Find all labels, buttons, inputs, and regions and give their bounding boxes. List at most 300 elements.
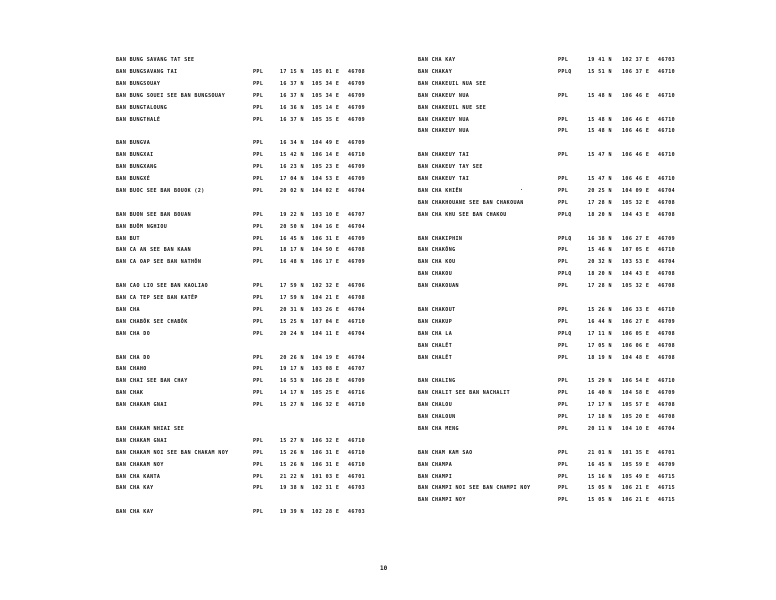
map-sheet: 46710 [348,437,366,444]
longitude: 106 28 E [312,378,340,385]
feature-code: PPL [558,342,569,349]
feature-code: PPL [558,259,569,266]
latitude: 16 53 N [280,378,304,385]
feature-code: PPL [253,140,264,147]
place-name: BAN CHALÊT [418,354,453,361]
latitude: 15 25 N [280,318,304,325]
map-sheet: 46716 [348,390,366,397]
longitude: 102 28 E [312,509,340,516]
map-sheet: 46710 [658,128,676,135]
place-name: BAN CHALING [418,378,456,385]
longitude: 105 32 E [622,199,650,206]
place-name: BAN CHAK [116,390,144,397]
feature-code: PPL [558,497,569,504]
longitude: 105 25 E [312,390,340,397]
longitude: 106 06 E [622,342,650,349]
feature-code: PPL [253,223,264,230]
place-name: BAN BUNGSOUAY [116,80,161,87]
longitude: 105 49 E [622,473,650,480]
longitude: 103 08 E [312,366,340,373]
map-sheet: 46710 [348,461,366,468]
map-sheet: 46710 [348,318,366,325]
latitude: 15 26 N [280,461,304,468]
place-name: BAN CHABÕK SEE CHABÕK [116,318,188,325]
place-name: BAN CHAI SEE BAN CHAY [116,378,188,385]
map-sheet: 46708 [348,295,366,301]
place-name: BAN BUOC SEE BAN BOUOK (2) [116,187,205,194]
feature-code: PPL [253,187,264,194]
map-sheet: 46701 [348,473,366,480]
feature-code: PPL [253,176,264,182]
longitude: 104 11 E [312,330,340,337]
latitude: 20 24 N [280,330,304,337]
feature-code: PPL [558,176,569,182]
latitude: 16 23 N [280,164,304,171]
place-name: BAN BUNGTALOUNG [116,104,168,111]
latitude: 17 28 N [588,199,612,206]
map-sheet: 46708 [658,330,676,337]
map-sheet: 46701 [658,449,676,456]
longitude: 105 34 E [312,80,340,87]
latitude: 15 16 N [588,473,612,480]
map-sheet: 46704 [348,306,366,313]
feature-code: PPL [253,318,264,325]
feature-code: PPL [558,92,569,99]
latitude: 16 34 N [280,140,304,147]
place-name: BAN CHAM KAM SAO [418,449,473,456]
longitude: 102 31 E [312,485,340,492]
feature-code: PPL [253,473,264,480]
place-name: BAN BUÔM NGHIOU [116,223,168,230]
longitude: 107 04 E [312,318,340,325]
place-name: BAN CHAMPA [418,461,453,468]
map-sheet: 46715 [658,473,676,480]
place-name: BAN CHAKAM NHIAI SEE [116,425,185,432]
latitude: 17 05 N [588,342,612,349]
feature-code: PPLQ [558,235,572,242]
longitude: 106 27 E [622,318,650,325]
longitude: 106 46 E [622,128,650,135]
latitude: 16 37 N [280,92,304,99]
map-sheet: 46708 [658,199,676,206]
latitude: 20 26 N [280,354,304,361]
map-sheet: 46709 [658,390,676,397]
longitude: 106 05 E [622,330,650,337]
map-sheet: 46709 [348,116,366,123]
map-sheet: 46715 [658,497,676,504]
longitude: 104 10 E [622,425,650,432]
longitude: 106 27 E [622,235,650,242]
latitude: 15 51 N [588,68,612,75]
place-name: BAN CHAKAM GNAI [116,402,168,409]
longitude: 106 21 E [622,497,650,504]
latitude: 17 04 N [280,176,304,182]
longitude: 104 53 E [312,176,340,182]
place-name: BAN CHA KHIÊN [418,187,463,194]
longitude: 104 58 E [622,390,650,397]
latitude: 21 01 N [588,449,612,456]
map-sheet: 46707 [348,366,366,373]
latitude: 20 50 N [280,223,304,230]
place-name: BAN CHA KAY [116,485,154,492]
latitude: 19 17 N [280,366,304,373]
place-name: BAN CHA KANTA [116,473,161,480]
latitude: 17 59 N [280,283,304,290]
longitude: 102 32 E [312,283,340,290]
feature-code: PPL [253,354,264,361]
feature-code: PPL [253,116,264,123]
feature-code: PPL [558,390,569,397]
place-name: BAN CHAKHOUANE SEE BAN CHAKOUAN [418,199,524,206]
longitude: 105 14 E [312,104,340,111]
feature-code: PPL [253,461,264,468]
feature-code: PPL [558,473,569,480]
feature-code: PPL [558,152,569,159]
place-name: BAN BUNG SOUEI SEE BAN BUNGSOUAY [116,92,226,99]
latitude: 17 15 N [280,68,304,75]
latitude: 20 02 N [280,187,304,194]
longitude: 104 43 E [622,271,650,278]
feature-code: PPL [558,116,569,123]
place-name: BAN CHAKOUAN [418,283,459,290]
longitude: 106 37 E [622,68,650,75]
longitude: 106 32 E [312,402,340,409]
map-sheet: 46710 [658,247,676,254]
place-name: BAN CHAMPI [418,473,453,480]
latitude: 19 41 N [588,57,612,63]
longitude: 104 16 E [312,223,340,230]
map-sheet: 46708 [658,354,676,361]
map-sheet: 46709 [658,461,676,468]
latitude: 16 36 N [280,104,304,111]
place-name: BAN CAO LIO SEE BAN KAOLIAO [116,283,209,290]
latitude: 16 45 N [280,235,304,242]
latitude: 19 39 N [280,509,304,516]
map-sheet: 46704 [658,187,676,194]
latitude: 17 18 N [588,414,612,420]
place-name: BAN CHAKEUIL NUE SEE [418,104,487,111]
longitude: 105 01 E [312,68,340,75]
feature-code: PPL [253,68,264,75]
longitude: 105 59 E [622,461,650,468]
feature-code: PPL [558,485,569,492]
longitude: 105 34 E [312,92,340,99]
place-name: BAN BUNGXÉ [116,176,151,182]
longitude: 106 32 E [312,437,340,444]
longitude: 106 46 E [622,152,650,159]
map-sheet: 46710 [658,152,676,159]
map-sheet: 46708 [658,271,676,278]
place-name: BAN BUNGTHALÉ [116,116,161,123]
longitude: 106 46 E [622,92,650,99]
latitude: 16 48 N [280,259,304,266]
map-sheet: 46710 [658,176,676,182]
map-sheet: 46709 [658,318,676,325]
feature-code: PPL [558,425,569,432]
place-name: BAN CHAKEUY NUA [418,128,470,135]
feature-code: PPL [253,330,264,337]
longitude: 106 17 E [312,259,340,266]
latitude: 19 22 N [280,211,304,218]
map-sheet: 46707 [348,211,366,218]
place-name: BAN BUT [116,235,140,242]
longitude: 103 26 E [312,306,340,313]
place-name: BAN CHA [116,306,140,313]
place-name: BAN CHAMPI NOY [418,497,466,504]
place-name: BAN BUON SEE BAN BOUAN [116,211,192,218]
map-sheet: 46709 [348,378,366,385]
feature-code: PPL [253,104,264,111]
map-sheet: 46708 [658,402,676,409]
map-sheet: 46710 [658,378,676,385]
map-sheet: 46708 [658,283,676,290]
feature-code: PPL [253,295,264,301]
latitude: 17 28 N [588,283,612,290]
map-sheet: 46709 [348,259,366,266]
place-name: BAN CHAHO [116,366,147,373]
latitude: 15 05 N [588,497,612,504]
longitude: 106 46 E [622,176,650,182]
map-sheet: 46708 [658,414,676,420]
latitude: 21 22 N [280,473,304,480]
place-name: BAN BUNGXAI [116,152,154,159]
longitude: 102 37 E [622,57,650,63]
feature-code: PPLQ [558,68,572,75]
place-name: BAN CHALOU [418,402,453,409]
map-sheet: 46709 [348,92,366,99]
place-name: BAN CA AN SEE BAN KAAN [116,247,192,254]
longitude: 105 35 E [312,116,340,123]
feature-code: PPLQ [558,211,572,218]
place-name: BAN CHA KAY [418,57,456,63]
latitude: 18 19 N [588,354,612,361]
latitude: 17 59 N [280,295,304,301]
latitude: 17 17 N [588,402,612,409]
map-sheet: 46704 [348,354,366,361]
latitude: 14 17 N [280,390,304,397]
map-sheet: 46710 [658,306,676,313]
place-name: BAN CHAMPI NOI SEE BAN CHAMPI NOY [418,485,531,492]
feature-code: PPL [253,164,264,171]
map-sheet: 46710 [658,68,676,75]
map-sheet: 46708 [658,211,676,218]
map-sheet: 46710 [348,449,366,456]
place-name: BAN CHAKAM GNAI [116,437,168,444]
latitude: 17 11 N [588,330,612,337]
place-name: BAN CHAKIPHIN [418,235,463,242]
scan-speck [521,189,522,190]
feature-code: PPL [253,247,264,254]
place-name: BAN CHAKOUT [418,306,456,313]
map-sheet: 46709 [348,164,366,171]
feature-code: PPL [253,306,264,313]
place-name: BAN BUNGSAVANG TAI [116,68,178,75]
latitude: 18 20 N [588,271,612,278]
place-name: BAN CHAKAM NOI SEE BAN CHAKAM NOY [116,449,229,456]
place-name: BAN CHAKEUY TAY SEE [418,164,483,171]
latitude: 15 48 N [588,128,612,135]
feature-code: PPL [253,485,264,492]
longitude: 101 03 E [312,473,340,480]
longitude: 106 46 E [622,116,650,123]
longitude: 104 21 E [312,295,340,301]
place-name: BAN CHALOUN [418,414,456,420]
map-sheet: 46715 [658,485,676,492]
longitude: 104 19 E [312,354,340,361]
latitude: 16 37 N [280,116,304,123]
longitude: 105 32 E [622,283,650,290]
place-name: BAN CHA DO [116,354,151,361]
map-sheet: 46709 [348,235,366,242]
longitude: 104 48 E [622,354,650,361]
map-sheet: 46706 [348,283,366,290]
latitude: 18 20 N [588,211,612,218]
map-sheet: 46703 [348,485,366,492]
place-name: BAN CHAKAM NOY [116,461,164,468]
place-name: BAN CHAKOU [418,271,453,278]
latitude: 15 46 N [588,247,612,254]
map-sheet: 46708 [658,342,676,349]
longitude: 104 50 E [312,247,340,254]
feature-code: PPL [253,509,264,516]
place-name: BAN BUNGXANG [116,164,157,171]
place-name: BAN CHAKÔNG [418,247,456,254]
map-sheet: 46703 [658,57,676,63]
latitude: 15 47 N [588,176,612,182]
latitude: 16 45 N [588,461,612,468]
longitude: 105 20 E [622,414,650,420]
latitude: 16 44 N [588,318,612,325]
feature-code: PPLQ [558,271,572,278]
feature-code: PPL [558,402,569,409]
latitude: 20 25 N [588,187,612,194]
place-name: BAN CHAKEUY TAI [418,152,470,159]
feature-code: PPL [253,437,264,444]
feature-code: PPL [558,354,569,361]
latitude: 15 29 N [588,378,612,385]
place-name: BAN CA OAP SEE BAN NATHÔN [116,259,202,266]
feature-code: PPL [558,306,569,313]
place-name: BAN CHA KHU SEE BAN CHAKOU [418,211,507,218]
place-name: BAN CHA LA [418,330,453,337]
longitude: 106 31 E [312,235,340,242]
longitude: 105 23 E [312,164,340,171]
longitude: 104 02 E [312,187,340,194]
place-name: BAN CHAKUP [418,318,453,325]
latitude: 20 11 N [588,425,612,432]
longitude: 103 10 E [312,211,340,218]
place-name: BAN CA TEP SEE BAN KATÊP [116,295,198,301]
longitude: 106 31 E [312,449,340,456]
place-name: BAN CHAKEUIL NUA SEE [418,80,487,87]
feature-code: PPL [558,187,569,194]
feature-code: PPL [558,318,569,325]
map-sheet: 46710 [348,152,366,159]
feature-code: PPL [558,57,569,63]
map-sheet: 46709 [658,235,676,242]
feature-code: PPL [253,211,264,218]
longitude: 101 35 E [622,449,650,456]
map-sheet: 46704 [348,187,366,194]
latitude: 15 26 N [588,306,612,313]
longitude: 105 57 E [622,402,650,409]
feature-code: PPL [558,128,569,135]
feature-code: PPL [558,283,569,290]
feature-code: PPL [253,259,264,266]
place-name: BAN CHAKAY [418,68,453,75]
place-name: BAN CHALÊT [418,342,453,349]
feature-code: PPL [253,390,264,397]
longitude: 106 33 E [622,306,650,313]
map-sheet: 46704 [348,223,366,230]
latitude: 15 05 N [588,485,612,492]
map-sheet: 46709 [348,80,366,87]
feature-code: PPL [253,235,264,242]
map-sheet: 46709 [348,104,366,111]
longitude: 106 14 E [312,152,340,159]
latitude: 16 37 N [280,80,304,87]
map-sheet: 46703 [348,509,366,516]
place-name: BAN CHA DO [116,330,151,337]
map-sheet: 46704 [658,259,676,266]
place-name: BAN CHA KAY [116,509,154,516]
latitude: 15 26 N [280,449,304,456]
latitude: 15 27 N [280,437,304,444]
latitude: 18 17 N [280,247,304,254]
feature-code: PPL [558,414,569,420]
longitude: 106 31 E [312,461,340,468]
feature-code: PPL [558,199,569,206]
latitude: 15 47 N [588,152,612,159]
latitude: 15 27 N [280,402,304,409]
place-name: BAN CHAKEUY NUA [418,116,470,123]
feature-code: PPL [253,378,264,385]
map-sheet: 46710 [348,402,366,409]
longitude: 104 49 E [312,140,340,147]
map-sheet: 46708 [348,247,366,254]
feature-code: PPLQ [558,330,572,337]
feature-code: PPL [253,283,264,290]
longitude: 104 43 E [622,211,650,218]
feature-code: PPL [558,461,569,468]
longitude: 106 21 E [622,485,650,492]
latitude: 16 38 N [588,235,612,242]
place-name: BAN CHAKEUY TAI [418,176,470,182]
place-name: BAN BUNGVA [116,140,151,147]
latitude: 15 48 N [588,116,612,123]
map-sheet: 46704 [348,330,366,337]
place-name: BAN BUNG SAVANG TAT SEE [116,57,195,63]
map-sheet: 46709 [348,176,366,182]
place-name: BAN CHAKEUY NUA [418,92,470,99]
longitude: 106 54 E [622,378,650,385]
feature-code: PPL [253,92,264,99]
feature-code: PPL [253,80,264,87]
latitude: 19 38 N [280,485,304,492]
latitude: 15 42 N [280,152,304,159]
feature-code: PPL [253,402,264,409]
longitude: 104 09 E [622,187,650,194]
place-name: BAN CHALIT SEE BAN NACHALIT [418,390,511,397]
longitude: 103 53 E [622,259,650,266]
feature-code: PPL [558,449,569,456]
latitude: 15 48 N [588,92,612,99]
feature-code: PPL [253,366,264,373]
map-sheet: 46704 [658,425,676,432]
latitude: 16 40 N [588,390,612,397]
page-number: 10 [380,565,388,572]
feature-code: PPL [253,449,264,456]
